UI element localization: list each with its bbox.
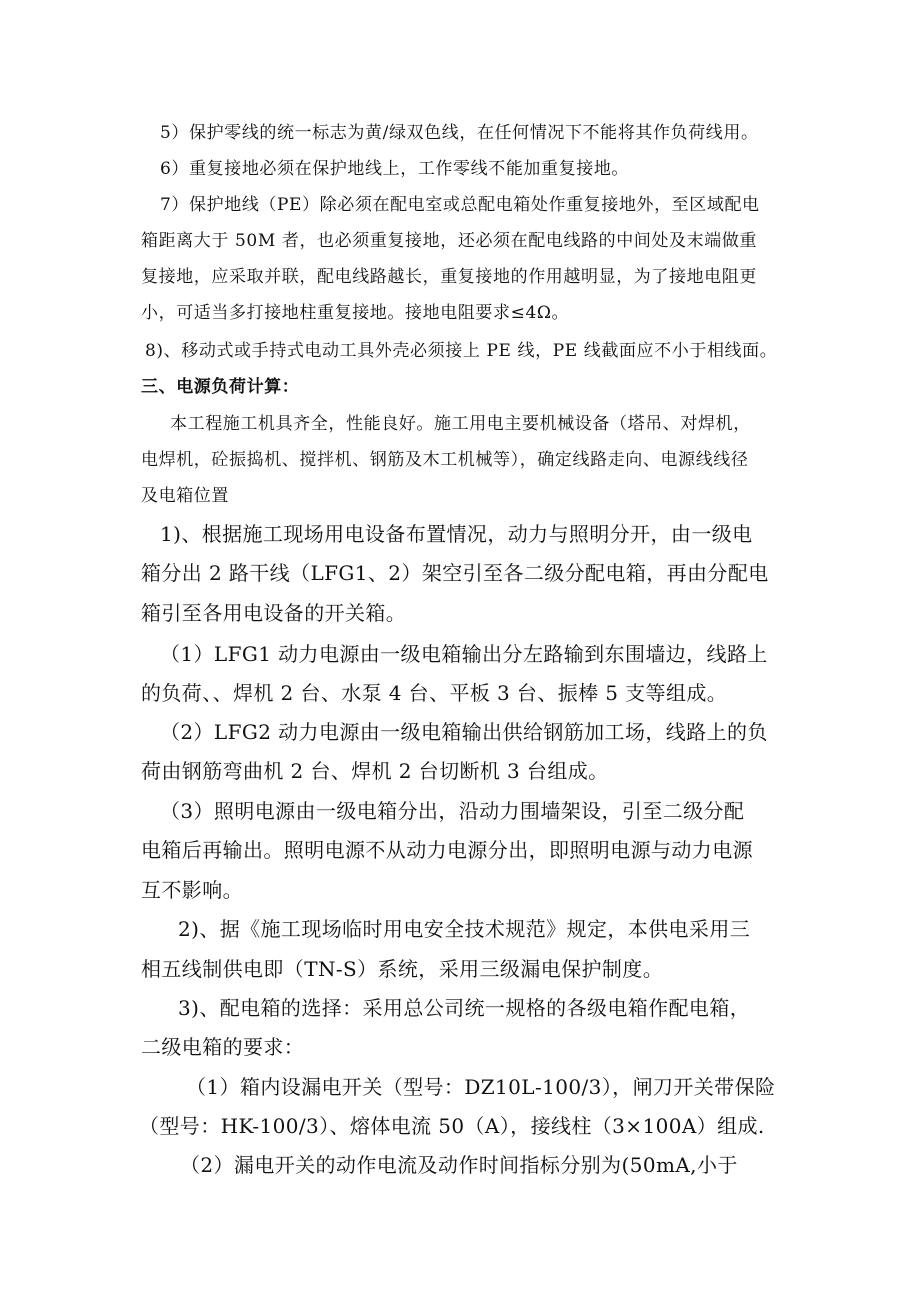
section-heading: 三、电源负荷计算： (141, 377, 300, 397)
text-line: 电箱后再输出。照明电源不从动力电源分出，即照明电源与动力电源 (141, 838, 753, 862)
text-line: 本工程施工机具齐全，性能良好。施工用电主要机械设备（塔吊、对焊机， (170, 414, 751, 434)
text-line: 7）保护地线（PE）除必须在配电室或总配电箱处作重复接地外，至区域配电 (160, 195, 760, 215)
text-line: 复接地，应采取并联，配电线路越长，重复接地的作用越明显，为了接地电阻更 (141, 267, 757, 287)
text-line: （1）箱内设漏电开关（型号：DZ10L-100/3），闸刀开关带保险 (186, 1075, 776, 1099)
text-line: 2)、据《施工现场临时用电安全技术规范》规定，本供电采用三 (178, 917, 751, 941)
text-line: 1)、根据施工现场用电设备布置情况，动力与照明分开，由一级电 (160, 522, 753, 546)
text-line: 箱距离大于 50M 者，也必须重复接地，还必须在配电线路的中间处及末端做重 (141, 231, 758, 251)
text-line: 二级电箱的要求： (141, 1035, 305, 1059)
text-line: 小，可适当多打接地柱重复接地。接地电阻要求≤4Ω。 (141, 303, 570, 323)
text-line: 6）重复接地必须在保护地线上，工作零线不能加重复接地。 (160, 159, 630, 179)
text-line: 3)、配电箱的选择：采用总公司统一规格的各级电箱作配电箱， (178, 996, 751, 1020)
text-line: 电焊机，砼振捣机、搅拌机、钢筋及木工机械等），确定线路走向、电源线线径 (141, 450, 749, 470)
text-line: （3）照明电源由一级电箱分出，沿动力围墙架设，引至二级分配 (160, 799, 745, 823)
text-line: 互不影响。 (141, 878, 243, 902)
text-line: 8)、移动式或手持式电动工具外壳必须接上 PE 线，PE 线截面应不小于相线面。 (145, 341, 778, 361)
text-line: （2）漏电开关的动作电流及动作时间指标分别为(50mA,小于 (180, 1153, 738, 1177)
text-line: 5）保护零线的统一标志为黄/绿双色线，在任何情况下不能将其作负荷线用。 (160, 123, 759, 143)
text-line: 箱分出 2 路干线（LFG1、2）架空引至各二级分配电箱，再由分配电 (141, 561, 769, 585)
text-line: 荷由钢筋弯曲机 2 台、焊机 2 台切断机 3 台组成。 (141, 759, 609, 783)
text-line: 及电箱位置 (141, 486, 229, 506)
text-line: （2）LFG2 动力电源由一级电箱输出供给钢筋加工场，线路上的负 (160, 720, 768, 744)
text-line: 的负荷、、焊机 2 台、水泵 4 台、平板 3 台、振棒 5 支等组成。 (141, 681, 728, 705)
text-line: 箱引至各用电设备的开关箱。 (141, 601, 407, 625)
text-line: （1）LFG1 动力电源由一级电箱输出分左路输到东围墙边，线路上 (160, 642, 768, 666)
text-line: 相五线制供电即（TN-S）系统，采用三级漏电保护制度。 (141, 957, 664, 981)
text-line: （型号：HK-100/3）、熔体电流 50（A），接线柱（3×100A）组成. (139, 1114, 765, 1138)
